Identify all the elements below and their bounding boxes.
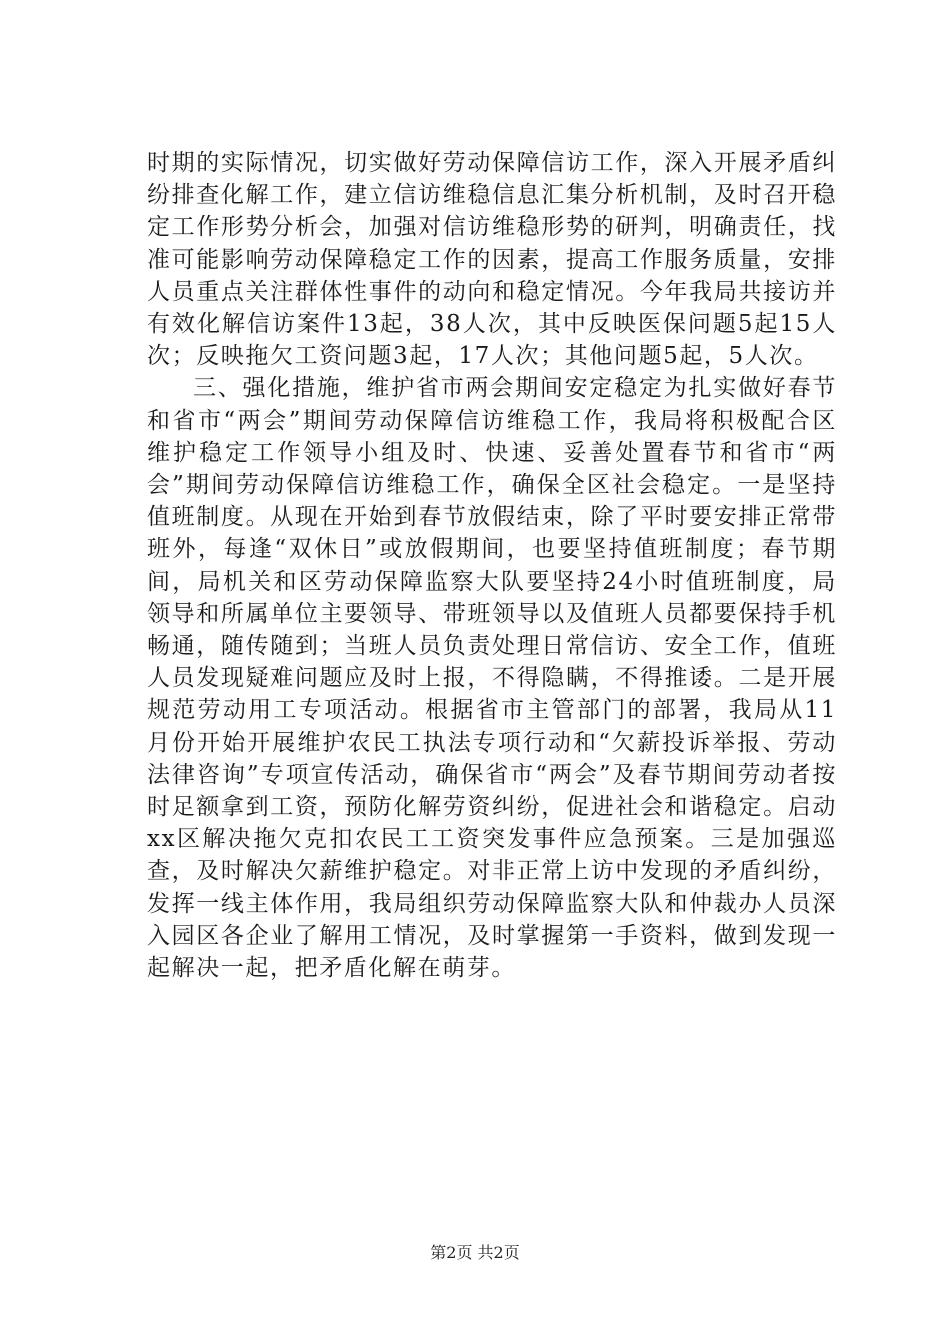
page-footer: 第2页 共2页: [430, 1243, 520, 1262]
document-body: [147, 147, 837, 984]
paragraph-section-three: 三、强化措施，维护省市两会期间安定稳定为扎实做好春节和省市“两会”期间劳动保障信访维稳工作，我局将积极配合区维护稳定工作领导小组及时、快速、妥善处置春节和省市“两会”期间劳动保障信访维稳工作，确保全区社会稳定。一是坚持值班制度。从现在开始到春节放假结束，除了平时要安排正常带班外，每逢“双休日”或放假期间，也要坚持值班制度；春节期间，局机关和区劳动保障监察大队要坚持24小时值班制度，局领导和所属单位主要领导、带班领导以及值班人员都要保持手机畅通，随传随到；当班人员负责处理日常信访、安全工作，值班人员发现疑难问题应及时上报，不得隐瞒，不得推诿。二是开展规范劳动用工专项活动。根据省市主管部门的部署，我局从11月份开始开展维护农民工执法专项行动和“欠薪投诉举报、劳动法律咨询”专项宣传活动，确保省市“两会”及春节期间劳动者按时足额拿到工资，预防化解劳资纠纷，促进社会和谐稳定。启动xx区解决拖欠克扣农民工工资突发事件应急预案。三是加强巡查，及时解决欠薪维护稳定。对非正常上访中发现的矛盾纠纷，发挥一线主体作用，我局组织劳动保障监察大队和仲裁办人员深入园区各企业了解用工情况，及时掌握第一手资料，做到发现一起解决一起，把矛盾化解在萌芽。: [147, 375, 837, 982]
paragraph-continued: 时期的实际情况，切实做好劳动保障信访工作，深入开展矛盾纠纷排查化解工作，建立信访维稳信息汇集分析机制，及时召开稳定工作形势分析会，加强对信访维稳形势的研判，明确责任，找准可能影响劳动保障稳定工作的因素，提高工作服务质量，安排人员重点关注群体性事件的动向和稳定情况。今年我局共接访并有效化解信访案件13起，38人次，其中反映医保问题5起15人次；反映拖欠工资问题3起，17人次；其他问题5起，5人次。: [147, 150, 837, 370]
